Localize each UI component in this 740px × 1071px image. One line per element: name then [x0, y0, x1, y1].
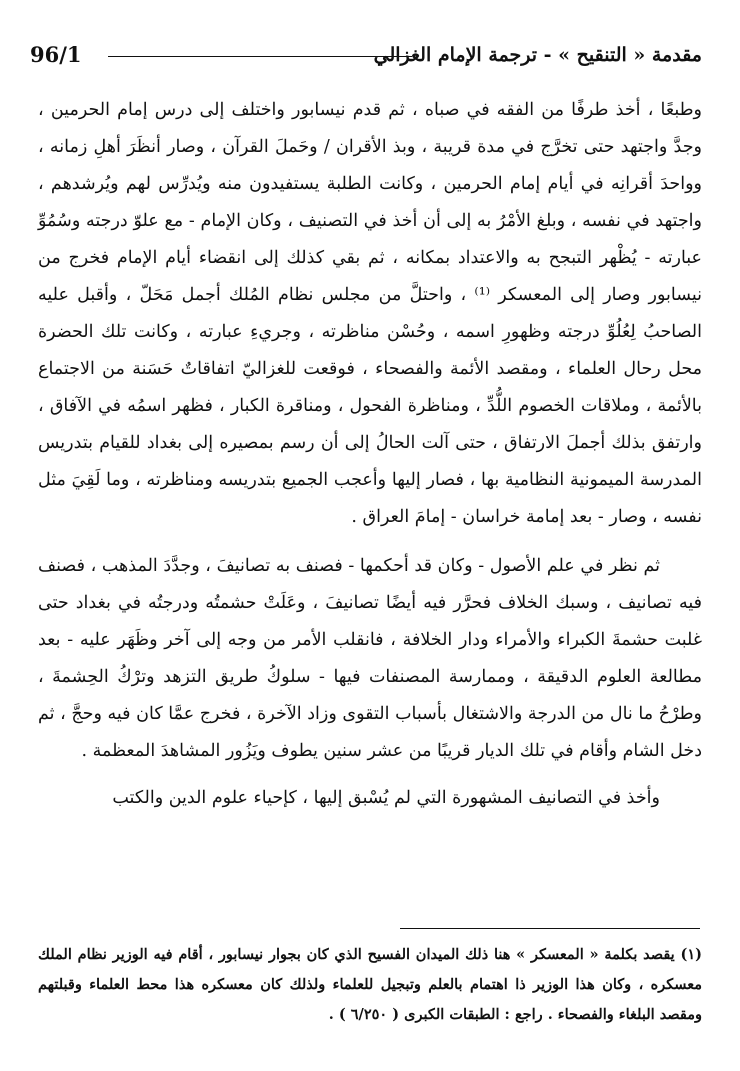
paragraph-1: وطبعًا ، أخذ طرفًا من الفقه في صباه ، ثم قدم نيسابور واختلف إلى درس إمام الحرمين ، وجدَّ واجتهد حتى تخرَّج في مدة قريبة ، وبذ الأقران / وحَملَ القرآن ، وصار أنظَرَ أهلِ زمانه ، وواحدَ أقرانِه في أيام إمام الحرمين ، وكانت الطلبة يستفيدون منه ويُدرِّس لهم ويُرشدهم ، واجتهد في نفسه ، وبلغ الأمْرُ به إلى أن أخذ في التصنيف ، وكان الإمام - مع علوّ درجته وسُمُوِّ عبارته - يُظْهر التبجح به والاعتداد بمكانه ، ثم بقي كذلك إلى انقضاء أيام الإمام فخرج من نيسابور وصار إلى المعسكر ⁽¹⁾ ، واحتلَّ من مجلس نظام المُلك أجمل مَحَلّ ، وأقبل عليه الصاحبُ لِعُلُوِّ درجته وظهورِ اسمه ، وحُسْن مناظرته ، وجريءِ عبارته ، وكانت تلك الحضرة محل رحال العلماء ، ومقصد الأئمة والفصحاء ، فوقعت للغزاليّ اتفاقاتٌ حَسَنة من الاجتماع بالأئمة ، وملاقات الخصوم اللُّدِّ ، ومناظرة الفحول ، ومناقرة الكبار ، فظهر اسمُه في الآفاق ، وارتفق بذلك أجملَ الارتفاق ، حتى آلت الحالُ إلى أن رسم بمصيره إلى بغداد للقيام بتدريس المدرسة الميمونية النظامية بها ، فصار إليها وأعجب الجميع بتدريسه ومناظرته ، وما لَقِيَ مثل نفسه ، وصار - بعد إمامة خراسان - إمامَ العراق . [38, 100, 702, 527]
paragraph-2: ثم نظر في علم الأصول - وكان قد أحكمها - فصنف به تصانيفَ ، وجدَّدَ المذهب ، فصنف فيه تصانيف ، وسبك الخلاف فحرَّر فيه أيضًا تصانيفَ ، وعَلَتْ حشمتُه ودرجتُه في بغداد حتى غلبت حشمةَ الكبراء والأمراء ودار الخلافة ، فانقلب الأمر من وجه إلى آخر وظَهَر عليه - بعد مطالعة العلوم الدقيقة ، وممارسة المصنفات فيها - سلوكُ طريق التزهد وترْكُ الحِشمةَ ، وطرْحُ ما نال من الدرجة والاشتغال بأسباب التقوى وزاد الآخرة ، فخرج عمَّا كان فيه وحجَّ ، ثم دخل الشام وأقام في تلك الديار قريبًا من عشر سنين يطوف ويَزُور المشاهدَ المعظمة . [38, 556, 702, 761]
footnote: (١) يقصد بكلمة « المعسكر » هنا ذلك الميدان الفسيح الذي كان بجوار نيسابور ، أقام فيه الوزير نظام الملك معسكره ، وكان هذا الوزير ذا اهتمام بالعلم وتبجيل للعلماء ولذلك كان معسكره هذا محط العلماء وقبلتهم ومقصد البلغاء والفصحاء . راجع : الطبقات الكبرى ( ٦/٢٥٠ ) . [38, 946, 702, 1023]
page-number: 96/1 [30, 42, 82, 67]
header-rule [108, 56, 412, 57]
paragraph-3: وأخذ في التصانيف المشهورة التي لم يُسْبق إليها ، كإحياء علوم الدين والكتب [112, 788, 660, 808]
footnote-separator [400, 928, 700, 929]
running-header [30, 38, 702, 78]
main-text [38, 92, 702, 817]
header-title: مقدمة « التنقيح » - ترجمة الإمام الغزالي [373, 44, 702, 66]
